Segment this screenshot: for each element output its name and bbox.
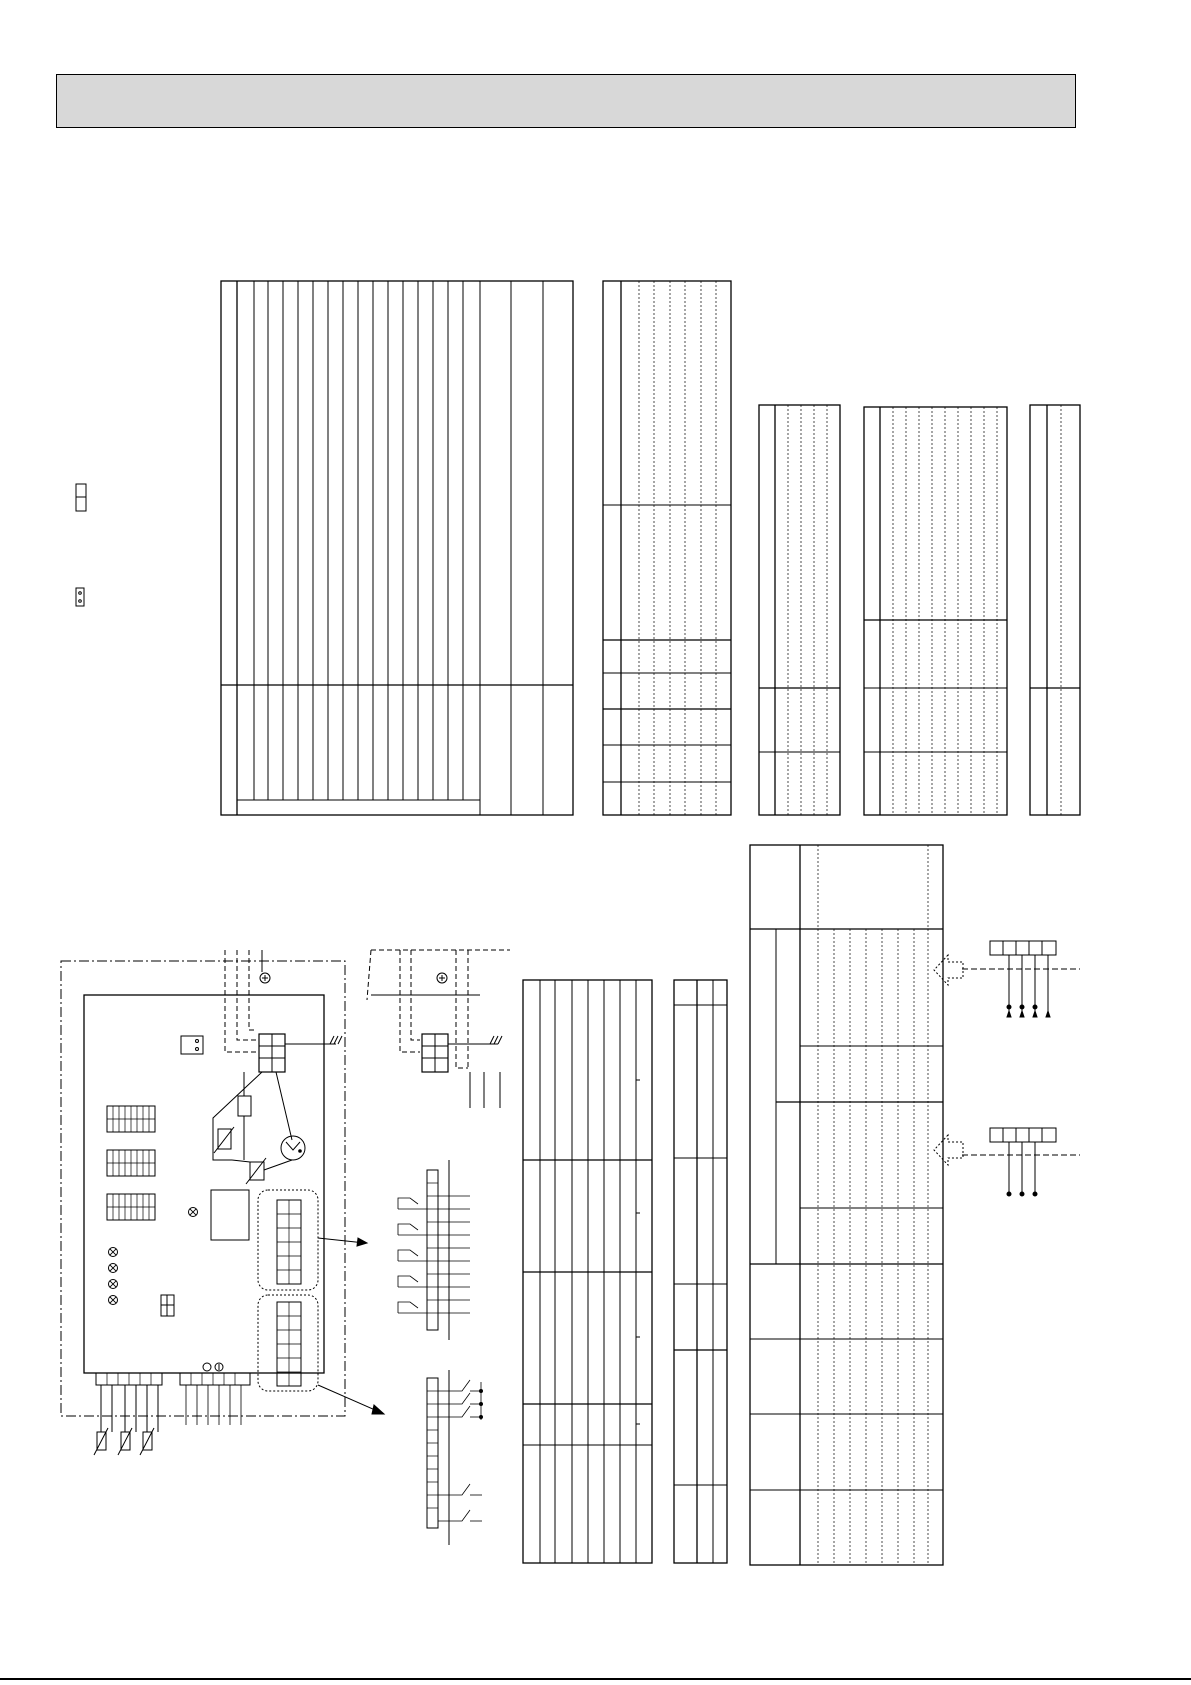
specification-table-2 [603, 281, 731, 815]
specification-table-3 [759, 405, 840, 815]
function-table-2 [674, 980, 727, 1563]
specification-table-5 [1030, 405, 1080, 815]
page-footer-rule [0, 1678, 1191, 1680]
thermistor-icon [94, 1385, 158, 1455]
specification-table-1 [221, 281, 573, 815]
switch-setting-table [750, 845, 943, 1565]
external-connector-diagram-1 [934, 941, 1080, 1017]
function-table-1 [523, 980, 652, 1563]
indoor-pcb-wiring-diagram [61, 950, 510, 1545]
specification-table-4 [864, 407, 1007, 815]
external-connector-diagram-2 [934, 1128, 1080, 1196]
legend-connector-icon [76, 484, 86, 606]
